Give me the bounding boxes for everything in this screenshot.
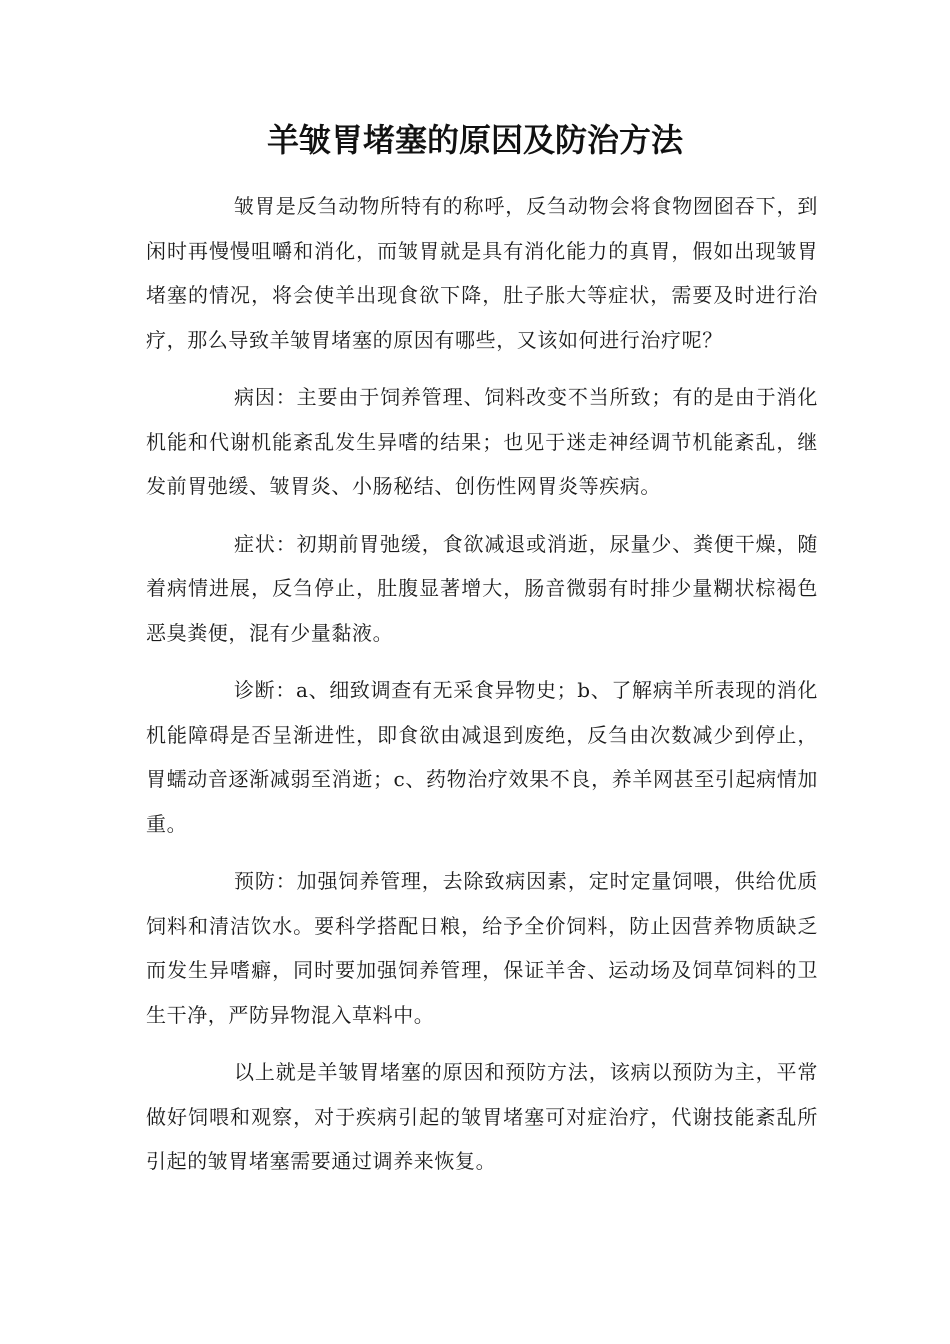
paragraph-symptoms: 症状：初期前胃弛缓，食欲减退或消逝，尿量少、粪便干燥，随着病情进展，反刍停止，肚腹显著增大，肠音微弱有时排少量糊状棕褐色恶臭粪便，混有少量黏液。 [146,531,818,645]
document-body [146,184,818,1197]
document-title: 羊皱胃堵塞的原因及防治方法 [266,121,683,159]
paragraph-diagnosis: 诊断：a、细致调查有无采食异物史；b、了解病羊所表现的消化机能障碍是否呈渐进性，即食欲由减退到废绝，反刍由次数减少到停止，胃蠕动音逐渐减弱至消逝；c、药物治疗效果不良，养羊网甚至引起病情加重。 [146,678,818,836]
paragraph-cause: 病因：主要由于饲养管理、饲料改变不当所致；有的是由于消化机能和代谢机能紊乱发生异嗜的结果；也见于迷走神经调节机能紊乱，继发前胃弛缓、皱胃炎、小肠秘结、创伤性网胃炎等疾病。 [146,385,818,498]
paragraph-prevention: 预防：加强饲养管理，去除致病因素，定时定量饲喂，供给优质饲料和清洁饮水。要科学搭配日粮，给予全价饲料，防止因营养物质缺乏而发生异嗜癖，同时要加强饲养管理，保证羊舍、运动场及饲草饲料的卫生干净，严防异物混入草料中。 [146,869,818,1027]
paragraph-intro: 皱胃是反刍动物所特有的称呼，反刍动物会将食物囫囵吞下，到闲时再慢慢咀嚼和消化，而皱胃就是具有消化能力的真胃，假如出现皱胃堵塞的情况，将会使羊出现食欲下降，肚子胀大等症状，需要及时进行治疗，那么导致羊皱胃堵塞的原因有哪些，又该如何进行治疗呢？ [146,194,818,352]
paragraph-conclusion: 以上就是羊皱胃堵塞的原因和预防方法，该病以预防为主，平常做好饲喂和观察，对于疾病引起的皱胃堵塞可对症治疗，代谢技能紊乱所引起的皱胃堵塞需要通过调养来恢复。 [146,1060,818,1173]
